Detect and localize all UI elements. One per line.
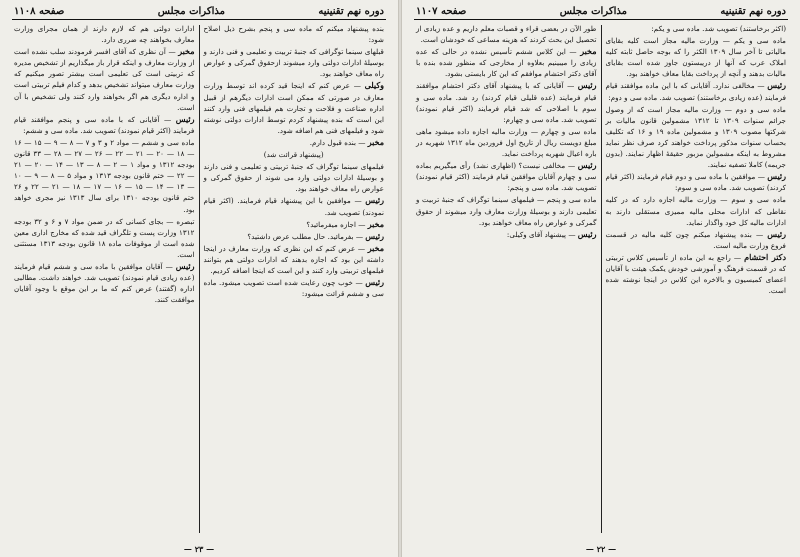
speaker-name: مخبر (367, 242, 384, 253)
speaker-paragraph: رئیس — آقایانی که با پیشنهاد آقای دکتر احتشام موافقند قیام فرمایند (عده قلیلی قیام کردند) رد شد. ماده سی و سوم با اصلاحی که شد قیام فرمایند (اکثر قیام نمودند) تصویب شد. ماده سی و چهارم: (416, 80, 597, 124)
right-page-header-rule (414, 19, 788, 20)
speaker-paragraph: رئیس — مخالفی ندارد. آقایانی که با این ماده موافقند قیام فرمایند (عده زیادی برخاستند) تصویب شد. ماده سی و دوم: (605, 80, 786, 102)
speech-text: مخالفی نیست؟ (اظهاری نشد) رأی میگیریم بماده سی و چهارم آقایان موافقین قیام فرمایند (اکثر قیام نمودند) تصویب شد. ماده سی و پنجم: (416, 161, 597, 193)
right-page-header-page: صفحه ۱۱۰۷ (416, 6, 467, 17)
right-page (402, 0, 800, 557)
speaker-name: رئیس (577, 80, 597, 91)
speech-text: عرض کنم که این نظری که وزارت معارف در اینجا داشته این بود که اجازه بدهند که ادارات دولتی هم بتوانند فیلمهای تربیتی وارد کنند و این است که اینجا اضافه کردیم. (203, 243, 384, 275)
speaker-name: رئیس (365, 230, 384, 241)
speaker-paragraph: مخبر — اجازه میفرمائید؟ (306, 218, 384, 229)
speaker-name: دکتر احتشام (744, 251, 787, 262)
column-divider (601, 25, 602, 533)
speaker-name: رئیس (175, 113, 195, 124)
speech-text: بنده قبول دارم. (309, 137, 356, 147)
right-page-header-session: دوره نهم تقنینیه (720, 6, 786, 17)
speech-text: اجازه میفرمائید؟ (306, 219, 356, 229)
left-page-col-right (200, 23, 389, 535)
paragraph: ماده سی و پنجم — فیلمهای سینما توگراف که جنبهٔ تربیت و تعلیمی دارند و بوسیلهٔ وزارت معارف وارد میشوند از حقوق گمرکی و عوارض راه معاف خواهند بود. (416, 195, 597, 227)
speech-text: آقایان موافقین با ماده سی و ششم قیام فرمایند (عده زیادی قیام نمودند) تصویب شد. خواهند داشت. مطالبی اداره (گفتند) عرض کنم که ما بر این موقع با وجود آقایان موافقت کنند. (14, 261, 195, 305)
left-page-header-page: صفحه ۱۱۰۸ (14, 6, 65, 17)
speaker-paragraph: مخبر — بنده قبول دارم. (309, 136, 384, 147)
speech-text: این کلاس ششم تأسیس نشده در حالی که عده زیادی را میبینیم بعلاوه از مخارجی که منظور شده بنده با آقای دکتر احتشام موافقم که این کار بایستی بشود. (416, 47, 597, 79)
paragraph: بنده پیشنهاد میکنم که ماده سی و پنجم بشرح ذیل اصلاح شود: (203, 24, 384, 45)
right-page-col-right (602, 23, 791, 535)
left-page-header (10, 6, 388, 19)
speaker-paragraph: رئیس — مخالفی نیست؟ (اظهاری نشد) رأی میگیریم بماده سی و چهارم آقایان موافقین قیام فرمایند (اکثر قیام نمودند) تصویب شد. ماده سی و پنجم: (416, 160, 597, 193)
speech-text: راجع به این ماده از تأسیس کلاس تربیتی که در قسمت فرهنگ و آموزشی خودش یکمک هیئت با آقایان اعضای کمیسیون و بالاخره این کلاس در اینجا نوشته شده است. (605, 252, 786, 296)
right-page-columns (412, 23, 790, 535)
speaker-paragraph: مخبر — عرض کنم که این نظری که وزارت معارف در اینجا داشته این بود که اجازه بدهند که ادارات دولتی هم بتوانند فیلمهای تربیتی وارد کنند و این است که اینجا اضافه کردیم. (203, 242, 384, 275)
left-page-header-session: دوره نهم تقنینیه (318, 6, 384, 17)
speaker-name: رئیس (767, 228, 786, 239)
speech-text: بنده پیشنهاد میکنم چون کلیه مالیه در قسمت فروع وزارت مالیه است. (605, 229, 786, 250)
paragraph: ادارات دولتی هم که لازم دارند از همان مجرای وزارت معارف بخواهند چه ضرری دارد. (14, 24, 195, 45)
speech-text: مخالفی ندارد. آقایانی که با این ماده موافقند قیام فرمایند (عده زیادی برخاستند) تصویب شد. ماده سی و دوم: (605, 81, 786, 102)
right-page-header-title: مذاکرات مجلس (559, 6, 627, 17)
speaker-name: رئیس (577, 228, 597, 239)
left-page-header-rule (12, 19, 386, 20)
centered-note: (پیشنهاد قرائت شد) (263, 150, 324, 160)
left-page-number: — ۲۳ — (183, 544, 215, 554)
speech-text: موافقین با این پیشنهاد قیام فرمایند. (اکثر قیام نمودند) تصویب شد. (203, 196, 384, 217)
right-page-col-left (412, 23, 601, 535)
column-divider (199, 25, 200, 533)
speaker-name: وکیلی (364, 80, 384, 91)
paragraph: فیلمهای سینما توگراف که جنبهٔ تربیتی و تعلیمی و فنی دارند و بوسیلهٔ ادارات دولتی وارد می شوند از حقوق گمرکی و عوارض راه معاف خواهند بود. (203, 162, 384, 194)
speech-text: آقایانی که با ماده سی و پنجم موافقند قیام فرمایند (اکثر قیام نمودند) تصویب شد. ماده سی و ششم: (14, 114, 195, 135)
left-page (0, 0, 398, 557)
speaker-name: رئیس (767, 171, 786, 182)
speaker-paragraph: رئیس — بفرمائید. حال مطلب عرض داشتید؟ (247, 230, 384, 241)
paragraph: تبصره — بجای کسانی که در ضمن مواد ۷ و ۶ و ۳۲ بودجه ۱۳۱۲ وزارت پست و تلگراف قید شده که مخارج اداری معین شده است از موقوفات ماده ۱۸ قانون بودجه ۱۳۱۳ مستثنی است. (14, 216, 195, 259)
paragraph: ماده سی و سوم — وزارت مالیه اجازه دارد که در کلیه نقاطی که ادارات محلی مالیه ممیزی مستقلی دارند به ادارات مالیه کل خود واگذار نماید. (605, 195, 786, 227)
speaker-name: مخبر (367, 218, 384, 229)
left-page-columns (10, 23, 388, 535)
left-page-col-left (10, 23, 199, 535)
speech-text: بفرمائید. حال مطلب عرض داشتید؟ (247, 231, 354, 241)
speaker-paragraph: دکتر احتشام — راجع به این ماده از تأسیس کلاس تربیتی که در قسمت فرهنگ و آموزشی خودش یکمک هیئت با آقایان اعضای کمیسیون و بالاخره این کلاس در اینجا نوشته شده است. (605, 251, 787, 296)
speaker-paragraph: وکیلی — عرض کنم که اینجا قید کرده اند توسط وزارت معارف در صورتی که ممکن است ادارات دیگرهم از قبیل اداره صناعت و فلاحت و تجارت هم فیلمهای فنی وارد کنند این است که بنده پیشنهاد کردم توسط ادارات دولتی نوشته شود و فیلمهای فنی هم اضافه شود. (203, 80, 384, 135)
speaker-paragraph: رئیس — موافقین با ماده سی و دوم قیام فرمایند (اکثر قیام کردند) تصویب شد. ماده سی و سوم: (605, 171, 786, 193)
speaker-paragraph: مخبر — آن نظری که آقای افسر فرمودند سلب نشده است از وزارت معارف و اینکه قرار باز میگذاریم از تشخیص مدیره که تربیتی است کی تعلیمی است بیشتر تصور میکنیم که وزارت معارف میتواند تشخیص بدهد و کدام فیلم تربیتی است و اداره دیگری هم اگر بخواهند وارد کنند ولی تشخیص با آن است. (14, 46, 195, 112)
speaker-name: مخبر (367, 136, 384, 147)
speech-text: عرض کنم که اینجا قید کرده اند توسط وزارت معارف در صورتی که ممکن است ادارات دیگرهم از قبیل اداره صناعت و فلاحت و تجارت هم فیلمهای فنی وارد کنند این است که بنده پیشنهاد کردم توسط ادارات دولتی نوشته شود و فیلمهای فنی هم اضافه شود. (203, 81, 384, 135)
right-page-number: — ۲۲ — (585, 544, 617, 554)
paragraph: ماده سی و یکم — وزارت مالیه مجاز است کلیه بقایای مالیاتی تا آخر سال ۱۳۰۹ الکثر را که بوجه حاصل ثابته کلیه املاک عرب که آنها از دریبستون جاوز شده است بقایای مالیات بدهند و آنچه از پرداخت بقایا معاف خواهند بود. (605, 36, 786, 79)
speaker-paragraph: رئیس — آقایانی که با ماده سی و پنجم موافقند قیام فرمایند (اکثر قیام نمودند) تصویب شد. ماده سی و ششم: (14, 113, 195, 135)
paragraph: ماده سی و دوم — وزارت مالیه مجاز است که از وصول جرائم سنوات ۱۳۰۹ تا ۱۳۱۲ مشمولین قانون مالیات بر شرکتها مصوب ۱۳۰۹ و مشمولین ماده ۱۹ و ۱۶ که تکلیف بحساب سنوات مذکور پرداخت خواهند کرد صرف نظر نماید مشروط به اینکه مشمولین مزبور حقیقهٔ اظهار نمایند. (بدون جریمه) کاملا تصفیه نمایند. (605, 104, 787, 170)
paragraph: طور الآن در بعضی قراء و قصبات معلم داریم و عده زیادی از تحصیل این بحث کردند که هزینه مساعی که خودشان است. (416, 24, 597, 45)
speaker-paragraph: مخبر — این کلاس ششم تأسیس نشده در حالی که عده زیادی را میبینیم بعلاوه از مخارجی که منظور شده بنده با آقای دکتر احتشام موافقم که این کار بایستی بشود. (416, 46, 597, 79)
speech-text: پیشنهاد آقای وکیلی: (506, 229, 567, 239)
speech-text: خوب چون رعایت شده است تصویب میشود. ماده سی و ششم قرائت میشود: (203, 278, 384, 299)
speaker-paragraph: رئیس — موافقین با این پیشنهاد قیام فرمایند. (اکثر قیام نمودند) تصویب شد. (203, 195, 384, 217)
speaker-paragraph: رئیس — بنده پیشنهاد میکنم چون کلیه مالیه در قسمت فروع وزارت مالیه است. (605, 228, 786, 250)
speaker-name: رئیس (175, 260, 195, 271)
speaker-paragraph: رئیس — پیشنهاد آقای وکیلی: (506, 228, 597, 239)
speaker-name: رئیس (577, 160, 597, 171)
speaker-name: رئیس (365, 195, 384, 206)
speaker-name: مخبر (580, 46, 597, 57)
speaker-name: مخبر (178, 46, 195, 57)
right-page-header (412, 6, 790, 19)
speaker-name: رئیس (365, 277, 384, 288)
paragraph: ماده سی و ششم — مواد ۲ و ۳ و ۷ — ۸ — ۹ — ۱۵ — ۱۶ — ۱۸ — ۲۰ — ۲۱ — ۲۲ — ۲۶ — ۲۷ — ۲۸ — ۳۳ قانون بودجه ۱۳۱۲ و مواد ۱ — ۲ — ۸ — ۱۳ — ۱۴ — ۲۰ — ۲۱ — ۲۲ — ختم قانون بودجه ۱۳۱۳ و مواد ۵ — ۸ — ۹ — ۱۰ — ۱۳ — ۱۴ — ۱۵ — ۱۶ — ۱۷ — ۱۸ — ۲۱ — ۲۲ و ۲۶ ختم قانون بودجه ۱۳۱۰ برای سال ۱۳۱۳ نیز مجری خواهد بود. (14, 137, 195, 214)
speech-text: موافقین با ماده سی و دوم قیام فرمایند (اکثر قیام کردند) تصویب شد. ماده سی و سوم: (605, 172, 786, 193)
speech-text: آقایانی که با پیشنهاد آقای دکتر احتشام موافقند قیام فرمایند (عده قلیلی قیام کردند) رد شد. ماده سی و سوم با اصلاحی که شد قیام فرمایند (اکثر قیام نمودند) تصویب شد. ماده سی و چهارم: (416, 81, 597, 124)
speaker-paragraph: رئیس — آقایان موافقین با ماده سی و ششم قیام فرمایند (عده زیادی قیام نمودند) تصویب شد. خواهند داشت. مطالبی اداره (گفتند) عرض کنم که ما بر این موقع با وجود آقایان موافقت کنند. (14, 260, 195, 305)
speech-text: آن نظری که آقای افسر فرمودند سلب نشده است از وزارت معارف و اینکه قرار باز میگذاریم از تشخیص مدیره که تربیتی است کی تعلیمی است بیشتر تصور میکنیم که وزارت معارف میتواند تشخیص بدهد و کدام فیلم تربیتی است و اداره دیگری هم اگر بخواهند وارد کنند ولی تشخیص با آن است. (14, 47, 195, 112)
speaker-paragraph: رئیس — خوب چون رعایت شده است تصویب میشود. ماده سی و ششم قرائت میشود: (203, 277, 384, 299)
paragraph: ماده سی و چهارم — وزارت مالیه اجازه داده میشود ماهی مبلغ دویست ریال از تاریخ اول فروردین ماه ۱۳۱۲ شهریه در باره اعیال شهریه پرداخت نماید. (416, 126, 597, 159)
paragraph: قبلهای سینما توگرافی که جنبهٔ تربیت و تعلیمی و فنی دارند و بوسیلهٔ ادارات دولتی وارد میشوند ازحقوق گمرکی و عوارض راه معاف خواهند بود. (203, 47, 384, 79)
left-page-header-title: مذاکرات مجلس (157, 6, 225, 17)
speaker-name: رئیس (767, 80, 786, 91)
paragraph: (اکثر برخاستند) تصویب شد. ماده سی و یکم: (651, 24, 786, 33)
